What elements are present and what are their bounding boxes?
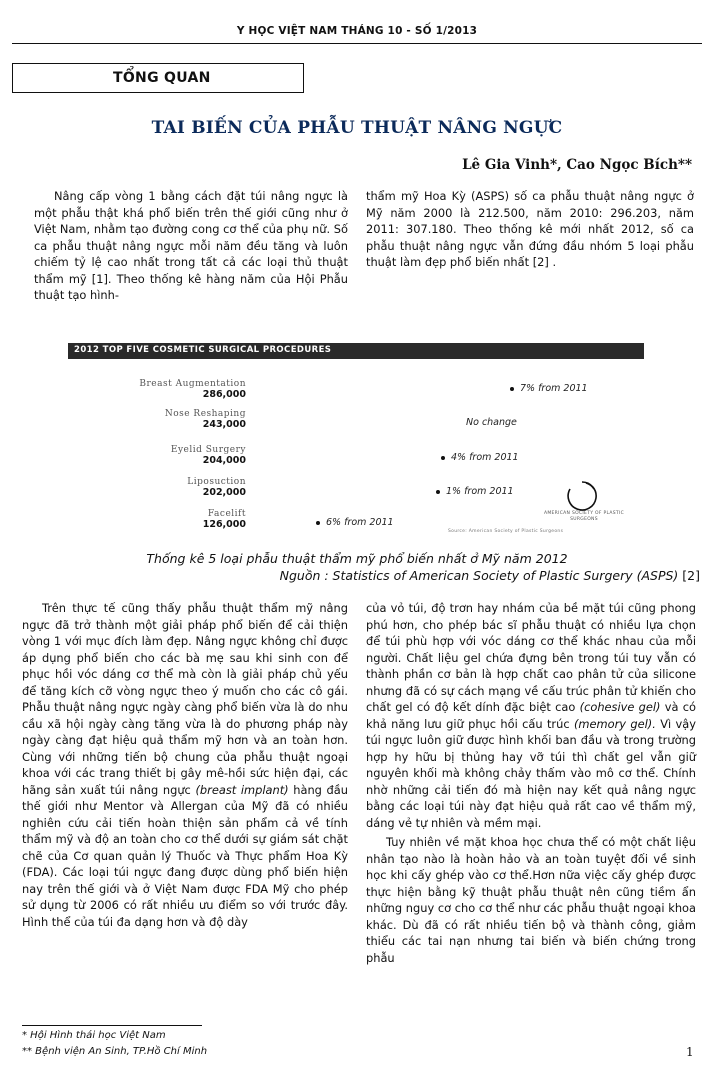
source-text: Nguồn : Statistics of American Society of Plastic Surgery (ASPS) bbox=[279, 568, 679, 583]
procedure-breast-augmentation bbox=[68, 379, 246, 400]
procedure-count: 243,000 bbox=[202, 419, 246, 430]
authors: Lê Gia Vinh*, Cao Ngọc Bích** bbox=[462, 157, 692, 173]
procedure-name: Breast Augmentation bbox=[139, 379, 246, 389]
procedure-name: Nose Reshaping bbox=[164, 409, 246, 419]
body-term: (cohesive gel) bbox=[579, 700, 661, 714]
section-box bbox=[12, 63, 304, 93]
procedure-liposuction bbox=[68, 477, 246, 498]
procedure-name: Facelift bbox=[207, 509, 246, 519]
body-left-paragraph bbox=[22, 600, 348, 930]
statistics-figure bbox=[68, 343, 644, 543]
body-text: Vì vậy túi ngực luôn giữ được hình khối ban đầu và trong trường hợp hy hữu bị thủng hay vỡ túi thì chất gel vẫn giữ nguyên khối mà không chảy thấm vào mô cơ thể. Chính nhờ những cải tiến đó mà hiện nay kết quả nâng ngực bằng các loại túi này đạt hiệu quả rất cao về thẩm mỹ, dáng vẻ tự nhiên và mềm mại. bbox=[366, 716, 696, 830]
change-text: No change bbox=[466, 417, 517, 428]
procedure-eyelid-surgery bbox=[68, 445, 246, 466]
procedure-change bbox=[436, 486, 514, 497]
asps-logo-caption: AMERICAN SOCIETY OF PLASTIC SURGEONS bbox=[543, 511, 625, 522]
figure-banner bbox=[68, 343, 644, 359]
body-term: (breast implant) bbox=[195, 782, 289, 797]
body-term: (memory gel). bbox=[573, 716, 656, 731]
figure-source-line bbox=[0, 568, 700, 583]
figure-banner-text: 2012 TOP FIVE COSMETIC SURGICAL PROCEDURES bbox=[74, 345, 332, 355]
bullet-icon bbox=[441, 456, 445, 460]
running-header: Y HỌC VIỆT NAM THÁNG 10 - SỐ 1/2013 bbox=[236, 25, 478, 37]
section-label: TỔNG QUAN bbox=[113, 70, 211, 86]
header-rule bbox=[12, 43, 702, 44]
procedure-count: 126,000 bbox=[202, 519, 246, 530]
body-text: hàng đầu thế giới như Mentor và Allergan của Mỹ đã có nhiều nghiên cứu cải tiến hoàn thiện sản phẩm cả về tính thẩm mỹ và độ an toàn cho cơ thể dưới sự giám sát chặt chẽ của Cơ quan quản lý Thuốc và Thực phẩm Hoa Kỳ (FDA). Các loại túi ngực đang được dùng phổ biến hiện nay trên thế giới và ở Việt Nam được FDA Mỹ cho phép sử dụng từ 2006 có rất nhiều ưu điểm so với trước đây. Hình thể của túi đa dạng hơn và độ dày bbox=[22, 782, 348, 929]
procedure-change bbox=[466, 417, 517, 428]
procedure-name: Liposuction bbox=[187, 477, 246, 487]
change-text: 6% from 2011 bbox=[326, 517, 394, 528]
body-right-paragraph: Tuy nhiên về mặt khoa học chưa thể có một chất liệu nhân tạo nào là hoàn hảo và an toàn tuyệt đối về sinh học khi cấy ghép vào cơ thể.Hơn nữa việc cấy ghép được thực hiện bằng kỹ thuật phẫu thuật nên cũng tiềm ẩn những nguy cơ cho cơ thể như các phẫu thuật ngoại khoa khác. Dù đã có rất nhiều tiến bộ và thành công, giảm thiểu các tai nạn nhưng tai biến và biến chứng trong phẫu bbox=[366, 835, 696, 965]
figure-caption: Thống kê 5 loại phẫu thuật thẩm mỹ phổ biến nhất ở Mỹ năm 2012 bbox=[146, 551, 568, 566]
body-right-paragraph bbox=[366, 600, 696, 831]
bullet-icon bbox=[436, 490, 440, 494]
change-text: 4% from 2011 bbox=[451, 452, 519, 463]
body-right-column bbox=[366, 600, 696, 966]
procedure-change bbox=[510, 383, 588, 394]
body-text: Trên thực tế cũng thấy phẫu thuật thẩm mỹ nâng ngực đã trở thành một giải pháp phổ biến để cải thiện vòng 1 với mục đích làm đẹp. Nâng ngực không chỉ được áp dụng phổ biến cho các bà mẹ sau khi sinh con để phục hồi vóc dáng cơ thể mà còn là giải pháp chủ yếu để tăng kích cỡ vòng ngực theo ý muốn cho các cô gái. Phẫu thuật nâng ngực ngày càng phổ biến vừa là do nhu cầu xã hội ngày càng tăng vừa là do phương pháp này ngày càng đạt hiệu quả thẩm mỹ hơn và an toàn hơn. Cùng với những tiến bộ chung của phẫu thuật ngoại khoa với các trang thiết bị gây mê-hồi sức hiện đại, các hãng sản xuất túi nâng ngực bbox=[22, 601, 348, 797]
article-title: TAI BIẾN CỦA PHẪU THUẬT NÂNG NGỰC bbox=[151, 118, 563, 138]
intro-left-column bbox=[34, 188, 348, 304]
procedure-change bbox=[441, 452, 519, 463]
figure-source-small: Source: American Society of Plastic Surgeons bbox=[448, 529, 564, 534]
procedure-change bbox=[316, 517, 394, 528]
procedure-facelift bbox=[68, 509, 246, 530]
body-text: của vỏ túi, độ trơn hay nhám của bề mặt túi cũng phong phú hơn, cho phép bác sĩ phẫu thuật có nhiều lựa chọn để túi phù hợp với vóc dáng cơ thể khác nhau của mỗi người. Chất liệu gel chứa đựng bên trong túi tuy vẫn có thành phần cơ bản là hợp chất cao phân tử của silicone nhưng đã có sự cách mạng về cấu trúc phân tử khiến cho chất gel có độ kết dính đặc biệt cao bbox=[366, 601, 696, 714]
page-number: 1 bbox=[686, 1045, 694, 1059]
body-text: và có khả năng lưu giữ phục hồi cấu trúc bbox=[366, 700, 697, 731]
footnote-rule bbox=[22, 1025, 202, 1026]
change-text: 7% from 2011 bbox=[520, 383, 588, 394]
intro-left-paragraph: Nâng cấp vòng 1 bằng cách đặt túi nâng ngực là một phẫu thật khá phổ biến trên thế giới cũng như ở Việt Nam, nhằm tạo đường cong cơ thể của phụ nữ. Số ca phẫu thuật nâng ngực mỗi năm đều tăng và luôn chiếm tỷ lệ cao nhất trong tất cả các loại thủ thuật thẩm mỹ [1]. Theo thống kê hàng năm của Hội Phẫu thuật tạo hình- bbox=[34, 189, 348, 302]
asps-logo-icon bbox=[564, 480, 600, 512]
procedure-nose-reshaping bbox=[68, 409, 246, 430]
intro-right-column bbox=[366, 188, 694, 271]
footnote-1: * Hội Hình thái học Việt Nam bbox=[22, 1030, 166, 1041]
procedure-name: Eyelid Surgery bbox=[170, 445, 246, 455]
footnote-2: ** Bệnh viện An Sinh, TP.Hồ Chí Minh bbox=[22, 1046, 208, 1057]
bullet-icon bbox=[316, 521, 320, 525]
procedure-count: 202,000 bbox=[202, 487, 246, 498]
source-ref: [2] bbox=[678, 568, 700, 583]
procedure-count: 286,000 bbox=[202, 389, 246, 400]
intro-right-paragraph: thẩm mỹ Hoa Kỳ (ASPS) số ca phẫu thuật nâng ngực ở Mỹ năm 2000 là 212.500, năm 2010: 296.203, năm 2011: 307.180. Theo thống kê mới nhất 2012, số ca phẫu thuật nâng ngực vẫn đứng đầu nhóm 5 loại phẫu thuật làm đẹp phổ biến nhất [2] . bbox=[366, 189, 694, 269]
change-text: 1% from 2011 bbox=[446, 486, 514, 497]
body-left-column bbox=[22, 600, 348, 930]
bullet-icon bbox=[510, 387, 514, 391]
procedure-count: 204,000 bbox=[202, 455, 246, 466]
